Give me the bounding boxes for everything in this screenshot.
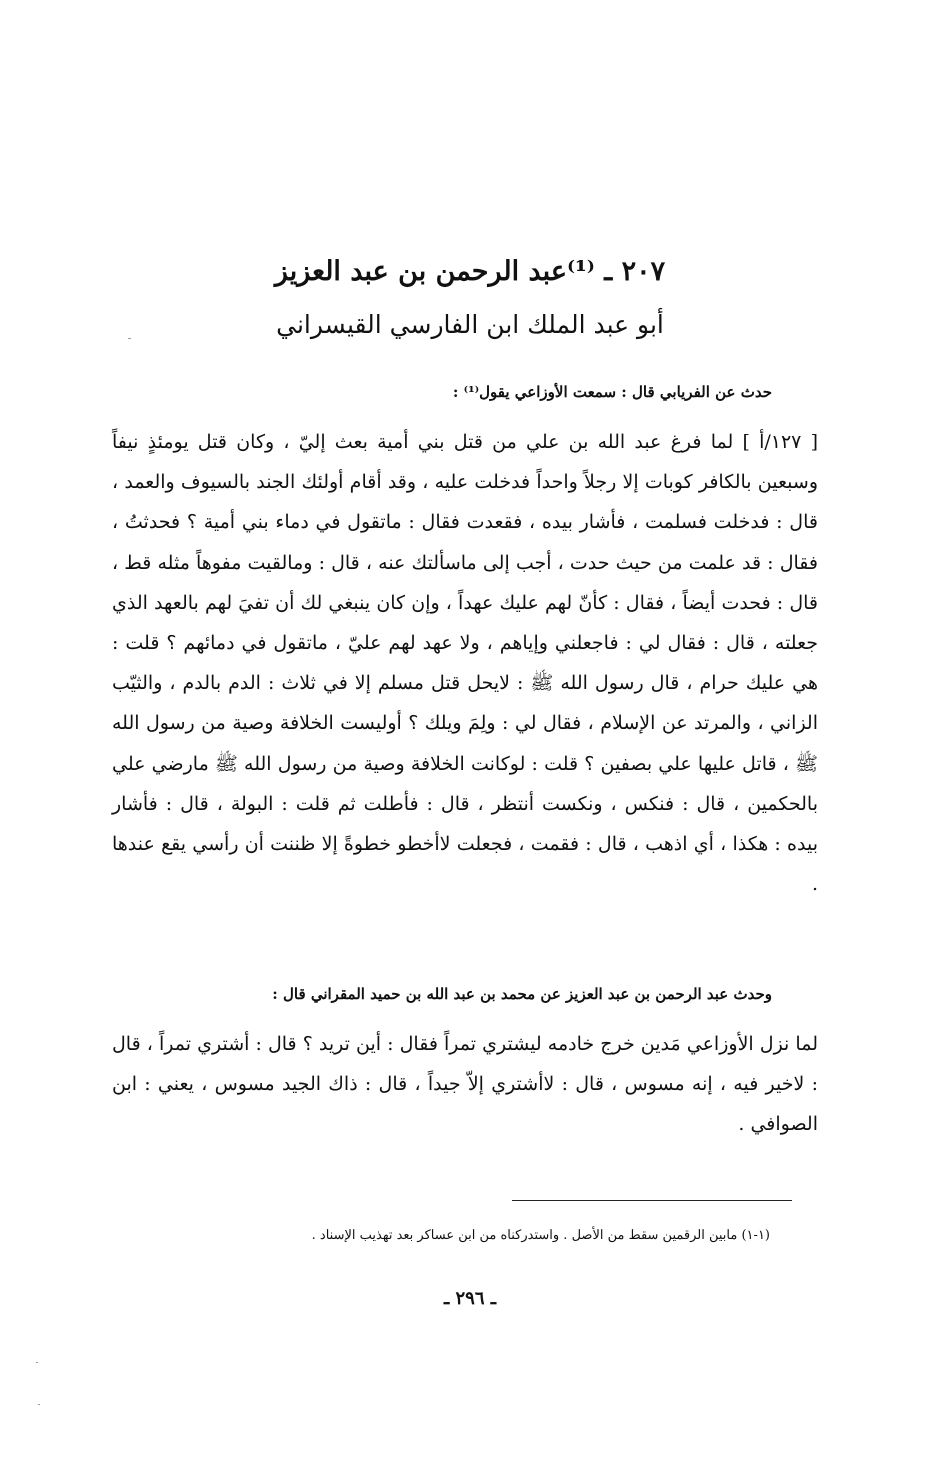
footnote: (١-١) مابين الرقمين سقط من الأصل . واستدركناه من ابن عساكر بعد تهذيب الإسناد . xyxy=(311,1228,770,1243)
scan-speck xyxy=(36,1362,38,1363)
narration-text-1: [ ١٢٧/أ ] لما فرغ عبد الله بن علي من قتل بني أمية بعث إليّ ، وكان قتل يومئذٍ نيفاً وسبعين بالكافر كوبات إلا رجلاً واحداً فدخلت عليه ، وقد أقام أولئك الجند بالسيوف والعمد ، قال : فدخلت فسلمت ، فأشار بيده ، فقعدت فقال : ماتقول في دماء بني أمية ؟ فحدثتُ ، فقال : قد علمت من حيث حدت ، أجب إلى ماسألتك عنه ، قال : ومالقيت مفوهاً مثله قط ، قال : فحدت أيضاً ، فقال : كأنّ لهم عليك عهداً ، وإن كان ينبغي لك أن تفيَ لهم بالعهد الذي جعلته ، قال : فقال لي : فاجعلني وإياهم ، ولا عهد لهم عليّ ، ماتقول في دمائهم ؟ قلت : هي عليك حرام ، قال رسول الله ﷺ : لايحل قتل مسلم إلا في ثلاث : الدم بالدم ، والثيّب الزاني ، والمرتد عن الإسلام ، فقال لي : ولِمَ ويلك ؟ أوليست الخلافة وصية من رسول الله ﷺ ، قاتل عليها علي بصفين ؟ قلت : لوكانت الخلافة وصية من رسول الله ﷺ مارضي علي بالحكمين ، قال : فنكس ، ونكست أنتظر ، قال : فأطلت ثم قلت : البولة ، قال : فأشار بيده : هكذا ، أي اذهب ، قال : فقمت ، فجعلت لاأخطو خطوةً إلا ظننت أن رأسي يقع عندها . xyxy=(112,431,818,896)
page-number: ـ ٢٩٦ ـ xyxy=(443,1288,497,1309)
narration-chain-2: وحدث عبد الرحمن بن عبد العزيز عن محمد بن عبد الله بن حميد المقراني قال : xyxy=(272,985,772,1003)
biography-subtitle: أبو عبد الملك ابن الفارسي القيسراني xyxy=(276,310,664,339)
narration-text-2: لما نزل الأوزاعي مَدين خرج خادمه ليشتري تمراً فقال : أين تريد ؟ قال : أشتري تمراً ، قال : لاخير فيه ، إنه مسوس ، قال : لاأشتري إلاّ جيداً ، قال : ذاك الجيد مسوس ، يعني : ابن الصوافي . xyxy=(112,1033,818,1136)
scan-speck xyxy=(38,1404,40,1405)
narration-chain-1: حدث عن الفريابي قال : سمعت الأوزاعي يقول⁽¹⁾ : xyxy=(452,383,772,401)
footnote-divider xyxy=(512,1200,792,1201)
scan-speck xyxy=(128,338,131,339)
biography-title: ٢٠٧ ـ ⁽¹⁾عبد الرحمن بن عبد العزيز xyxy=(274,256,666,287)
